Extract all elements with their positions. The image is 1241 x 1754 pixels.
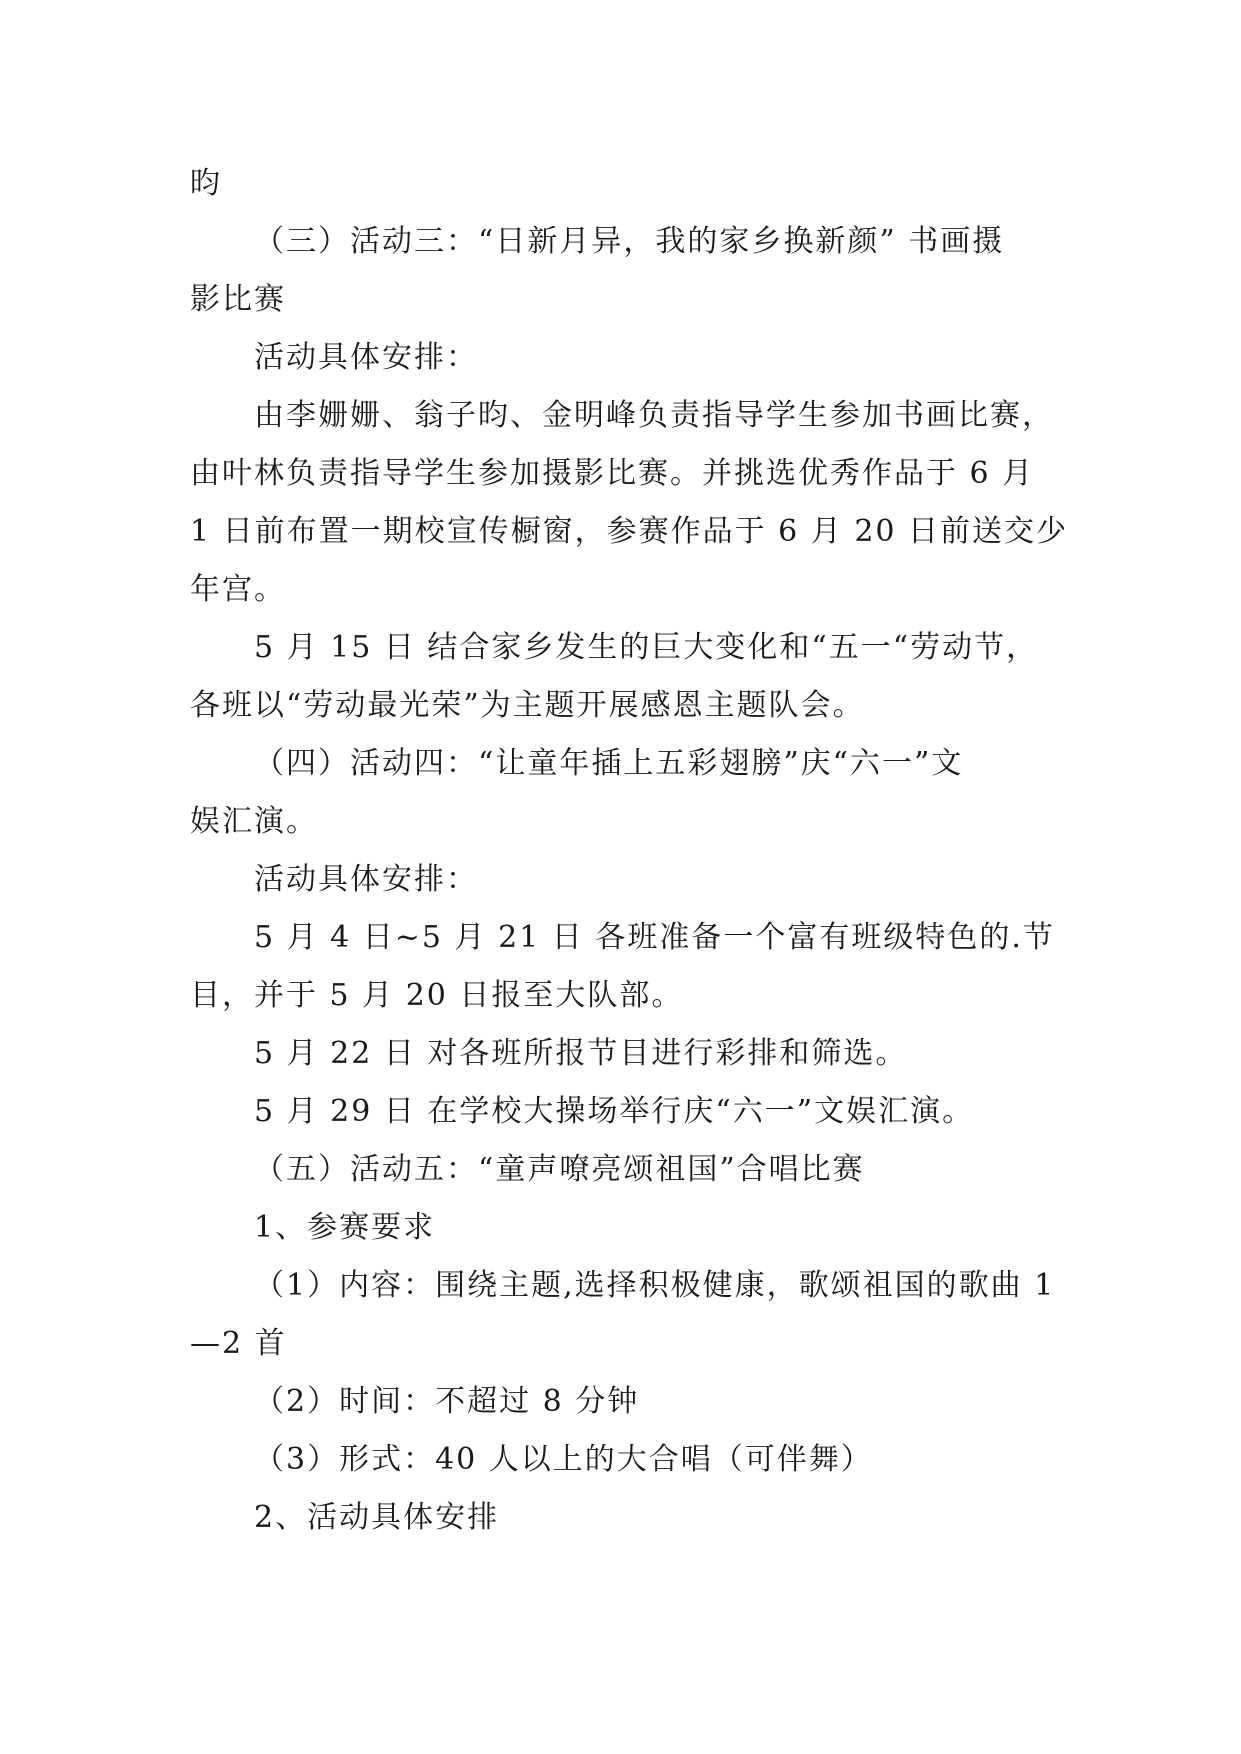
subheading-arrangement: 活动具体安排： [254,862,478,897]
text-line: 目，并于 5 月 20 日报至大队部。 [190,978,684,1013]
text-line: 1 日前布置一期校宣传橱窗，参赛作品于 6 月 20 日前送交少 [190,514,1069,549]
list-item: （1）内容：围绕主题,选择积极健康，歌颂祖国的歌曲 1 [254,1268,1056,1303]
section-heading-activity-4: （四）活动四：“让童年插上五彩翅膀”庆“六一”文 [254,746,964,781]
text-line: 由叶林负责指导学生参加摄影比赛。并挑选优秀作品于 6 月 [190,456,1035,491]
text-line: 影比赛 [190,282,286,317]
list-item: （3）形式：40 人以上的大合唱（可伴舞） [254,1442,873,1477]
section-heading-activity-5: （五）活动五：“童声嘹亮颂祖国”合唱比赛 [254,1152,865,1187]
text-line: 由李姗姗、翁子昀、金明峰负责指导学生参加书画比赛， [254,398,1054,433]
subheading-arrangement: 活动具体安排： [254,340,478,375]
text-line: 昀 [190,166,222,201]
text-line: 5 月 4 日~5 月 21 日 各班准备一个富有班级特色的.节 [254,920,1055,955]
text-line: 5 月 22 日 对各班所报节目进行彩排和筛选。 [254,1036,908,1071]
list-item: （2）时间：不超过 8 分钟 [254,1384,640,1419]
list-heading-arrangement: 2、活动具体安排 [254,1500,500,1535]
text-line: 娱汇演。 [190,804,318,839]
text-line: 年宫。 [190,572,286,607]
list-heading-requirements: 1、参赛要求 [254,1210,436,1245]
text-line: 各班以“劳动最光荣”为主题开展感恩主题队会。 [190,688,865,723]
text-line: 5 月 15 日 结合家乡发生的巨大变化和“五一“劳动节， [254,630,1039,665]
section-heading-activity-3: （三）活动三：“日新月异，我的家乡换新颜” 书画摄 [254,224,1005,259]
text-line: —2 首 [190,1326,287,1361]
text-line: 5 月 29 日 在学校大操场举行庆“六一”文娱汇演。 [254,1094,975,1129]
